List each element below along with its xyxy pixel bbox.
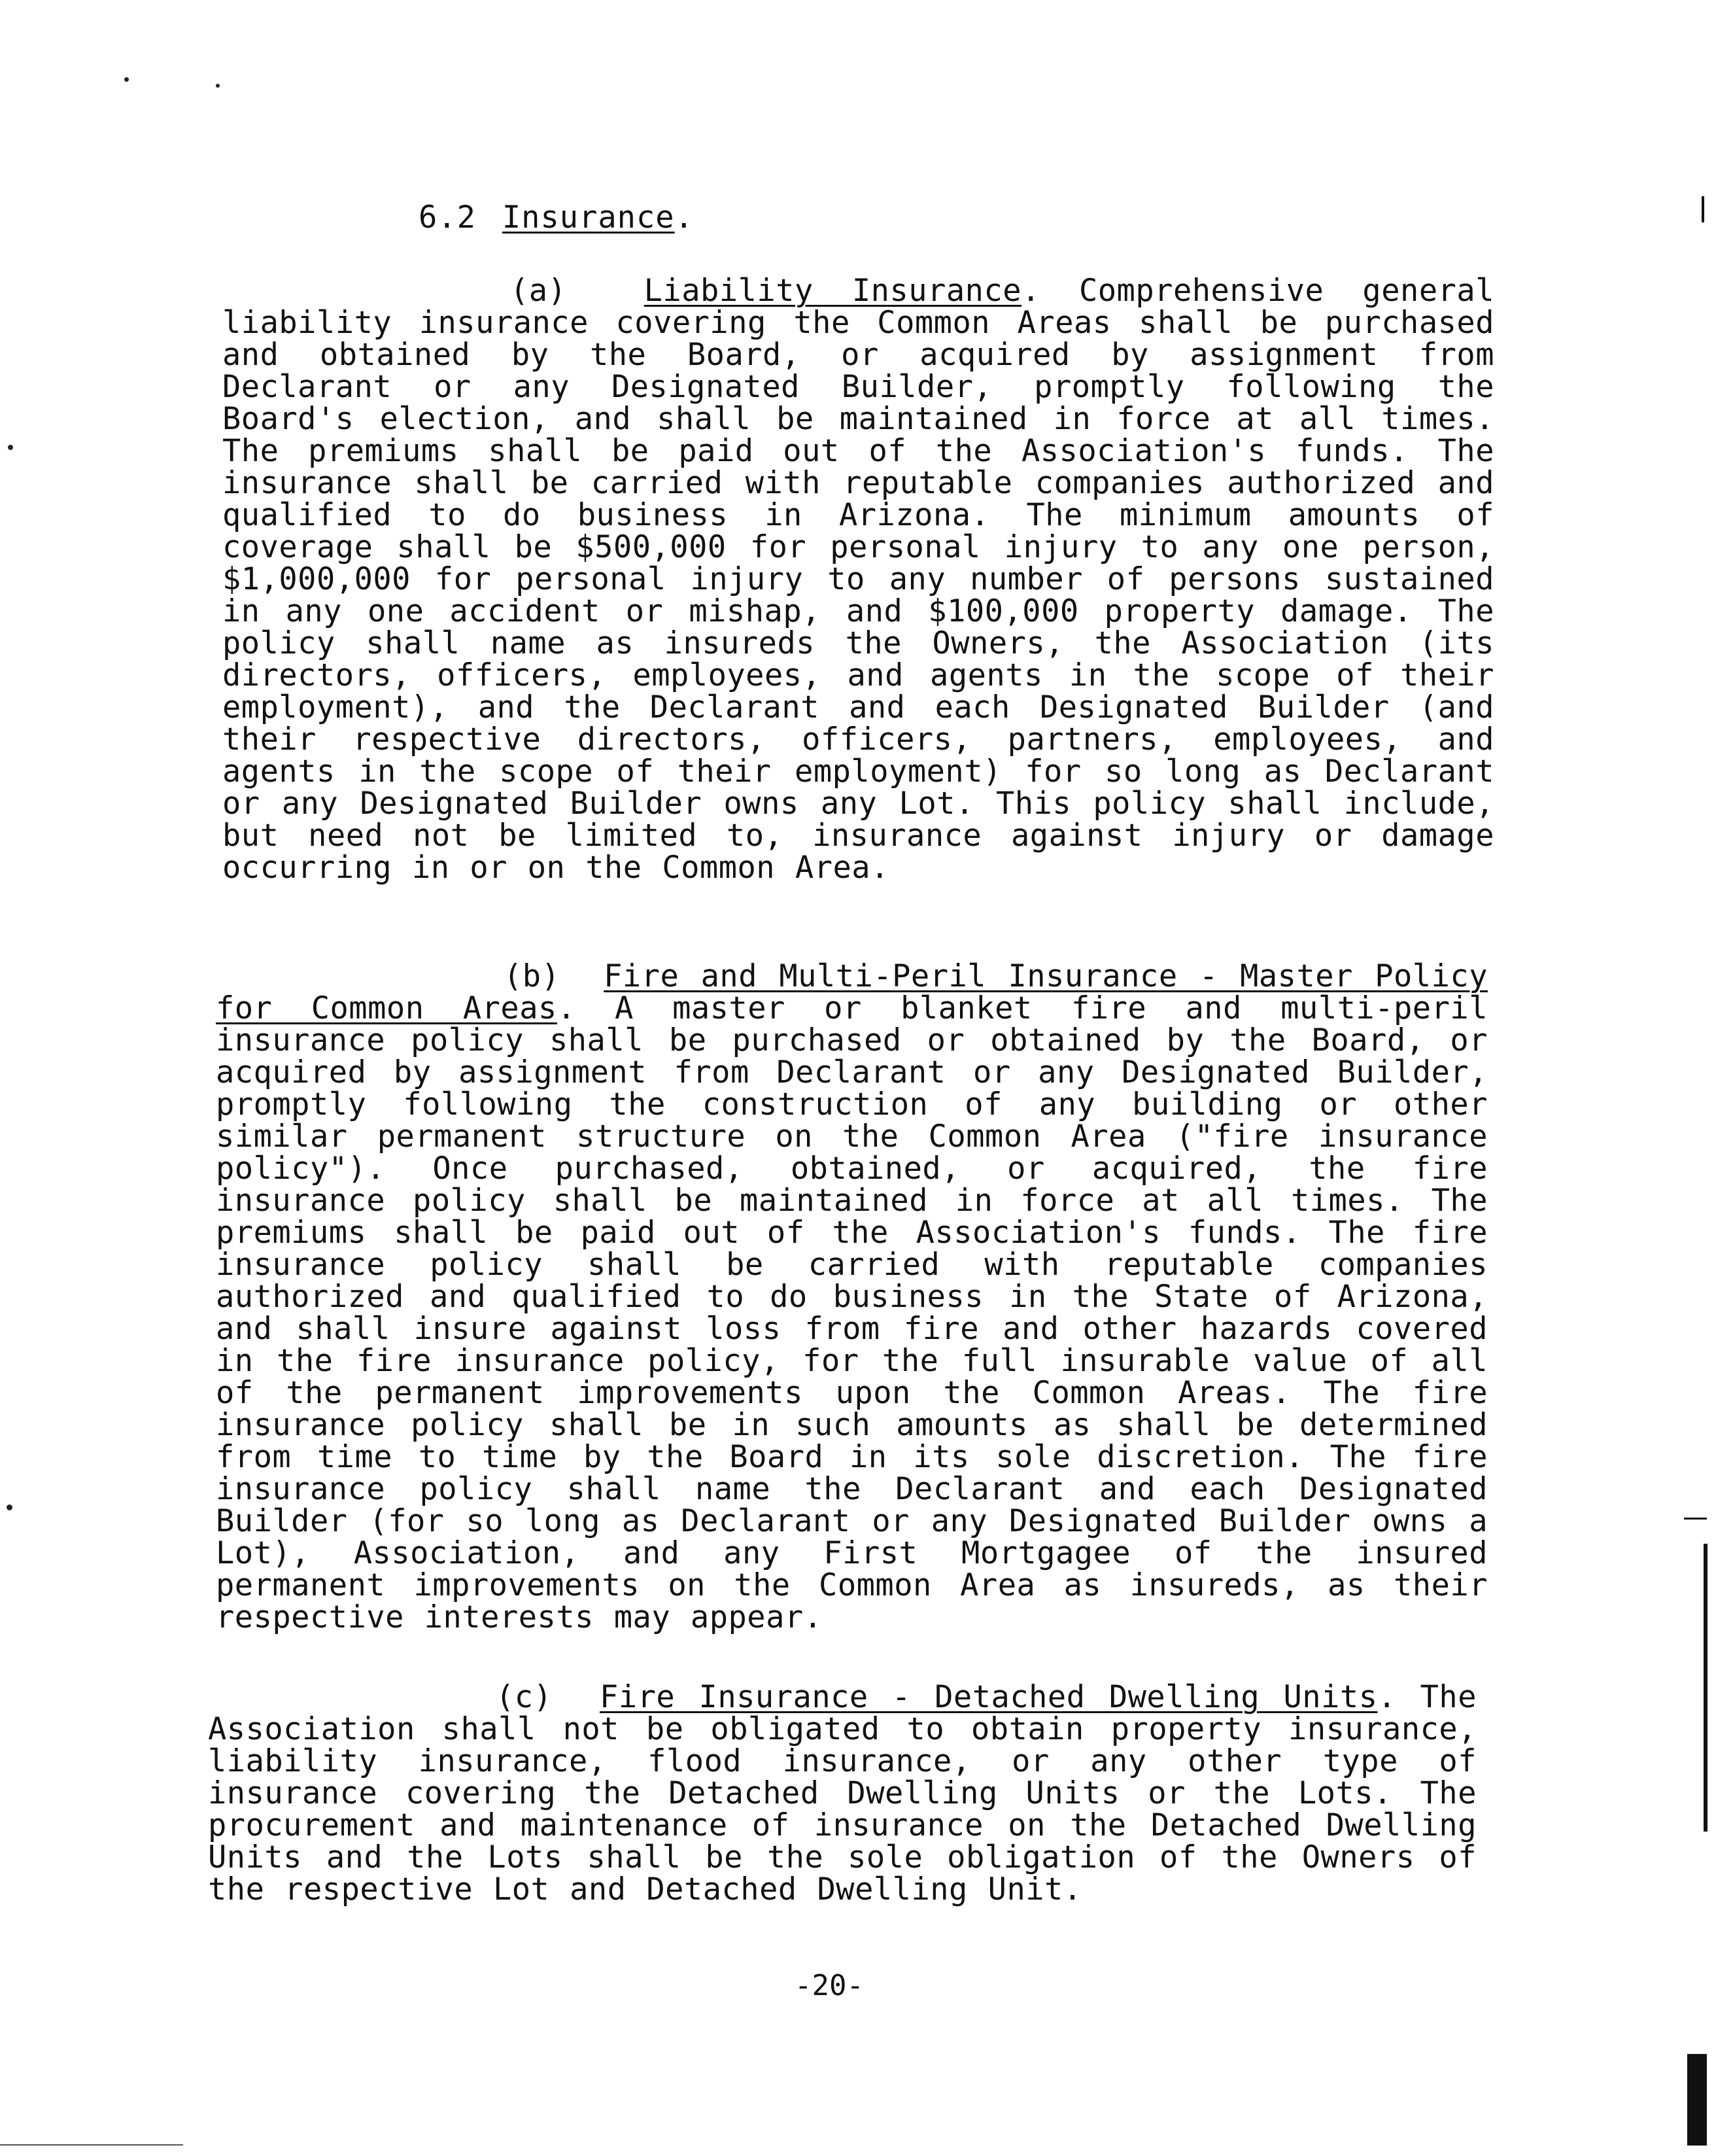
scan-speck [8, 445, 13, 450]
paragraph-label: (a) [510, 273, 567, 309]
scan-edge-mark [1702, 196, 1704, 222]
section-title-suffix: . [674, 200, 694, 235]
paragraph-liability-insurance [222, 275, 1494, 884]
scan-edge-mark [1704, 1544, 1707, 1832]
paragraph-body: . Comprehensive general liability insurance covering the Common Areas shall be purchased and obtained by the Board, or acquired by assignment from Declarant or any Designated Builder, promptly following the Board's election, and shall be maintained in force at all times. The premiums shall be paid out of the Association's funds. The insurance shall be carried with reputable companies authorized and qualified to do business in Arizona. The minimum amounts of coverage shall be $500,000 for personal injury to any one person, $1,000,000 for personal injury to any number of persons sustained in any one accident or mishap, and $100,000 property damage. The policy shall name as insureds the Owners, the Association (its directors, officers, employees, and agents in the scope of their employment), and the Declarant and each Designated Builder (and their respective directors, officers, partners, employees, and agents in the scope of their employment) for so long as Declarant or any Designated Builder owns any Lot. This policy shall include, but need not be limited to, insurance against injury or damage occurring in or on the Common Area. [222, 273, 1494, 886]
scan-speck [7, 1504, 12, 1510]
scan-edge-mark [1687, 2054, 1707, 2146]
scan-speck [124, 77, 129, 82]
paragraph-label: (c) [496, 1679, 553, 1715]
paragraph-label: (b) [504, 958, 560, 994]
paragraph-heading: Fire and Multi-Peril Insurance - Master Policy for Common Areas [216, 958, 1488, 1026]
paragraph-fire-insurance-detached-units [208, 1681, 1477, 1905]
paragraph-heading: Liability Insurance [644, 273, 1022, 309]
page-number: -20- [795, 1969, 864, 2002]
paragraph-body: . The Association shall not be obligated to obtain property insurance, liability insurance, flood insurance, or any other type of insurance covering the Detached Dwelling Units or the Lots. The procurement and maintenance of insurance on the Detached Dwelling Units and the Lots shall be the sole obligation of the Owners of the respective Lot and Detached Dwelling Unit. [208, 1679, 1477, 1907]
section-heading [419, 200, 694, 235]
scan-edge-mark [0, 2144, 183, 2146]
scan-edge-mark [1684, 1518, 1707, 1520]
section-number: 6.2 [419, 200, 476, 235]
paragraph-heading: Fire Insurance - Detached Dwelling Units [600, 1679, 1378, 1715]
scan-speck [216, 84, 220, 88]
paragraph-fire-multi-peril-insurance [216, 960, 1488, 1633]
paragraph-body: . A master or blanket fire and multi-peril insurance policy shall be purchased or obtained by the Board, or acquired by assignment from Declarant or any Designated Builder, promptly following the construction of any building or other similar permanent structure on the Common Area ("fire insurance policy"). Once purchased, obtained, or acquired, the fire insurance policy shall be maintained in force at all times. The premiums shall be paid out of the Association's funds. The fire insurance policy shall be carried with reputable companies authorized and qualified to do business in the State of Arizona, and shall insure against loss from fire and other hazards covered in the fire insurance policy, for the full insurable value of all of the permanent improvements upon the Common Areas. The fire insurance policy shall be in such amounts as shall be determined from time to time by the Board in its sole discretion. The fire insurance policy shall name the Declarant and each Designated Builder (for so long as Declarant or any Designated Builder owns a Lot), Association, and any First Mortgagee of the insured permanent improvements on the Common Area as insureds, as their respective interests may appear. [216, 990, 1488, 1635]
section-title: Insurance [502, 200, 675, 235]
